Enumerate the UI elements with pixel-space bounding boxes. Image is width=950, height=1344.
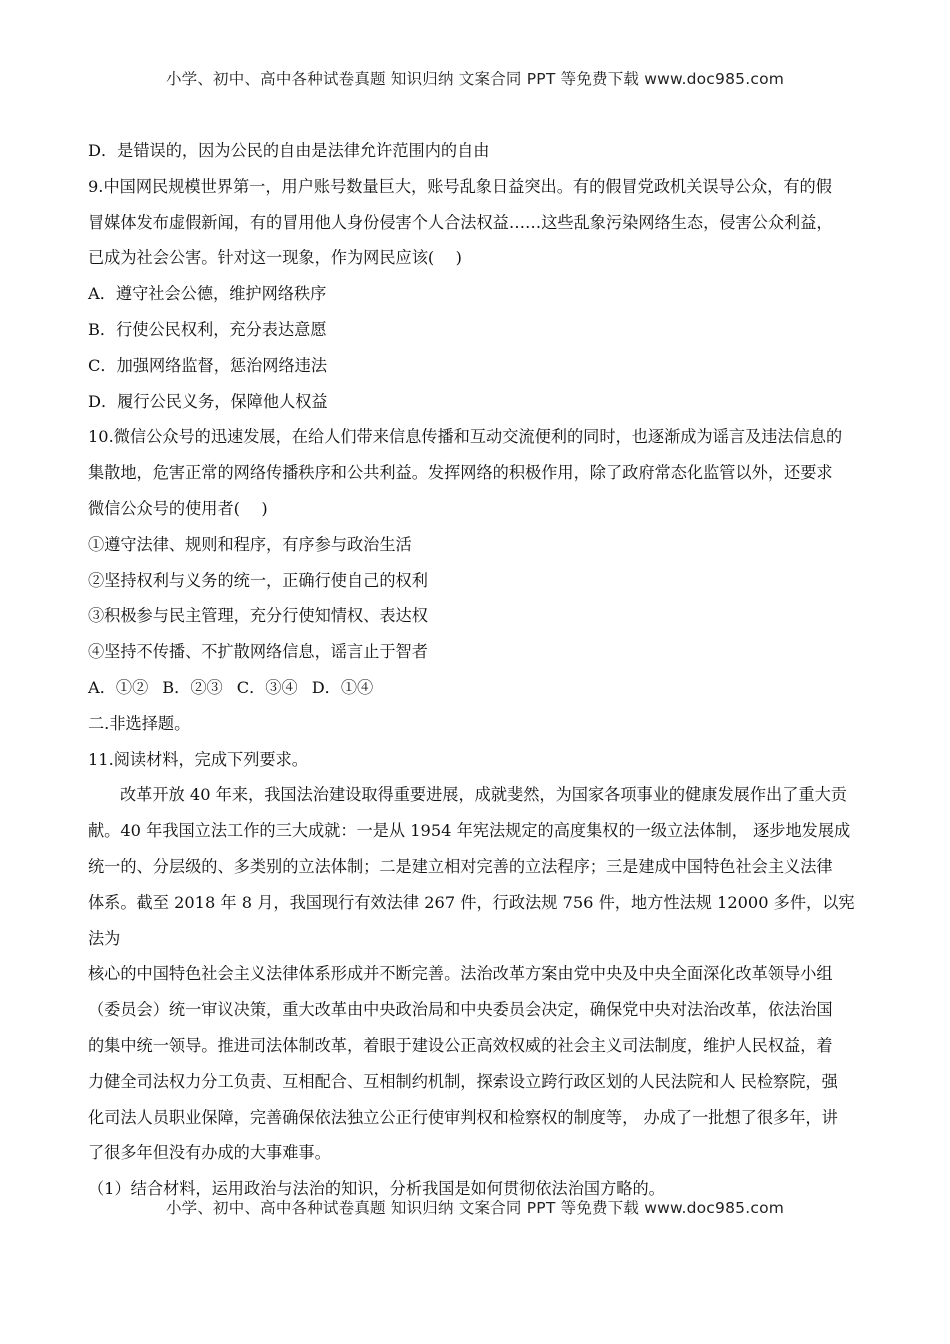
q11-material-line-8: 力健全司法权力分工负责、互相配合、互相制约机制，探索设立跨行政区划的人民法院和人 民检察院，强	[88, 1071, 838, 1091]
q11-material-line-4: 体系。截至 2018 年 8 月，我国现行有效法律 267 件，行政法规 756 件，地方性法规 12000 多件，以宪法为	[88, 892, 855, 948]
q10-statement-4: ④坚持不传播、不扩散网络信息，谣言止于智者	[88, 642, 428, 662]
q11-material-line-6: （委员会）统一审议决策，重大改革由中央政治局和中央委员会决定，确保党中央对法治改革，依法治国	[88, 1000, 833, 1020]
q11-material-line-3: 统一的、分层级的、多类别的立法体制；二是建立相对完善的立法程序；三是建成中国特色社会主义法律	[88, 856, 833, 876]
q11-material-line-2: 献。40 年我国立法工作的三大成就：一是从 1954 年宪法规定的高度集权的一级立法体制， 逐步地发展成	[88, 821, 851, 841]
q10-choice-d: D．①④	[311, 677, 374, 697]
exam-content	[88, 133, 866, 1207]
footer-banner: 小学、初中、高中各种试卷真题 知识归纳 文案合同 PPT 等免费下载 www.doc985.com	[165, 1199, 785, 1217]
q11-material-line-5: 核心的中国特色社会主义法律体系形成并不断完善。法治改革方案由党中央及中央全面深化改革领导小组	[88, 964, 833, 984]
q10-stem-line-3: 微信公众号的使用者( )	[88, 498, 268, 518]
q10-choices	[88, 670, 866, 706]
q9-option-d: D．履行公民义务，保障他人权益	[88, 391, 328, 411]
q10-choice-b: B．②③	[162, 677, 223, 697]
q9-stem-line-2: 冒媒体发布虚假新闻，有的冒用他人身份侵害个人合法权益……这些乱象污染网络生态，侵害公众利益，	[88, 212, 833, 232]
q11-material-line-9: 化司法人员职业保障，完善确保依法独立公正行使审判权和检察权的制度等， 办成了一批想了很多年，讲	[88, 1107, 838, 1127]
q10-statement-3: ③积极参与民主管理，充分行使知情权、表达权	[88, 606, 428, 626]
section-title: 二.非选择题。	[88, 713, 191, 733]
q9-option-a: A．遵守社会公德，维护网络秩序	[88, 284, 327, 304]
q10-choice-c: C．③④	[236, 677, 298, 697]
header-banner: 小学、初中、高中各种试卷真题 知识归纳 文案合同 PPT 等免费下载 www.doc985.com	[165, 70, 785, 88]
q9-stem-line-1: 9.中国网民规模世界第一，用户账号数量巨大，账号乱象日益突出。有的假冒党政机关误导公众，有的假	[88, 176, 832, 196]
q9-option-b: B．行使公民权利，充分表达意愿	[88, 319, 327, 339]
q10-stem-line-2: 集散地，危害正常的网络传播秩序和公共利益。发挥网络的积极作用，除了政府常态化监管以外，还要求	[88, 463, 833, 483]
q11-material-line-7: 的集中统一领导。推进司法体制改革，着眼于建设公正高效权威的社会主义司法制度，维护人民权益，着	[88, 1035, 833, 1055]
q9-option-c: C．加强网络监督，惩治网络违法	[88, 355, 328, 375]
q9-stem-line-3: 已成为社会公害。针对这一现象，作为网民应该( )	[88, 248, 462, 268]
q10-choice-a: A．①②	[88, 677, 149, 697]
q11-stem: 11.阅读材料，完成下列要求。	[88, 749, 308, 769]
q11-sub-question-1: （1）结合材料，运用政治与法治的知识，分析我国是如何贯彻依法治国方略的。	[88, 1179, 665, 1199]
q10-statement-1: ①遵守法律、规则和程序，有序参与政治生活	[88, 534, 412, 554]
q11-material-line-1: 改革开放 40 年来，我国法治建设取得重要进展，成就斐然，为国家各项事业的健康发展作出了重大贡	[120, 785, 847, 805]
q11-material-line-10: 了很多年但没有办成的大事难事。	[88, 1143, 331, 1163]
q10-statement-2: ②坚持权利与义务的统一，正确行使自己的权利	[88, 570, 428, 590]
q10-stem-line-1: 10.微信公众号的迅速发展，在给人们带来信息传播和互动交流便利的同时，也逐渐成为谣言及违法信息的	[88, 427, 843, 447]
q8-option-d: D．是错误的，因为公民的自由是法律允许范围内的自由	[88, 141, 490, 160]
